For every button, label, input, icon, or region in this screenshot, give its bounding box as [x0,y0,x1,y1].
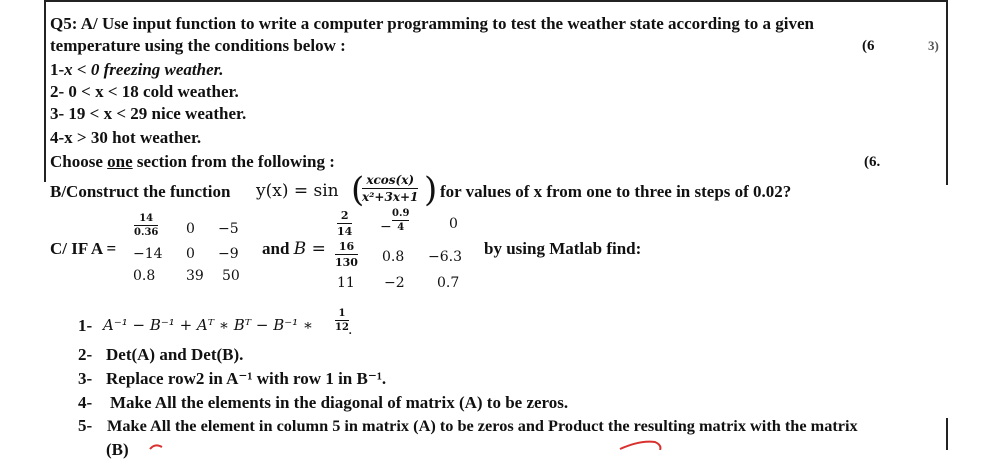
task-2-text: Det(A) and Det(B). [106,345,244,364]
task-5-number: 5- [78,416,93,435]
condition-3: 3- 19 < x < 29 nice weather. [50,104,247,123]
task-4-number: 4- [78,393,93,412]
c-and-b: and B = [262,239,326,259]
q5-line2: temperature using the conditions below : [50,36,346,55]
matrix-b-r2c2: 0.8 [382,249,405,265]
matrix-b-r1c3: 0 [449,216,458,232]
task-5-text: Make All the element in column 5 in matrix (A) to be zeros and Product the resulting matrix with the matrix [107,416,858,435]
task-1-number: 1- [78,316,93,335]
matrix-b-r2c1: 16 130 [335,240,358,269]
condition-2: 2- 0 < x < 18 cold weather. [50,82,239,101]
task-2-number: 2- [78,345,93,364]
b-paren-open: ( [351,170,365,210]
b-fraction: xcos(x) x²+3x+1 [362,173,419,204]
marks-b: (6. [864,154,881,170]
condition-4: 4-x > 30 hot weather. [50,128,202,147]
matrix-a-r1c2: 0 [186,221,195,237]
matrix-a-r2c3: −9 [218,246,239,262]
task-4-text: Make All the elements in the diagonal of matrix (A) to be zeros. [110,393,569,412]
matrix-b-r3c1: 11 [337,275,355,291]
matrix-b-r2c3: −6.3 [428,249,462,265]
matrix-a-r3c1: 0.8 [133,268,156,284]
task-1-dot: . [348,322,353,338]
matrix-a-r2c2: 0 [186,246,195,262]
c-suffix: by using Matlab find: [484,239,642,258]
b-paren-close: ) [424,170,438,210]
b-func: y(x) = sin [256,181,339,201]
condition-1: 1-x < 0 freezing weather. [50,60,224,79]
choose-line: Choose one section from the following : [50,152,335,171]
q5-line1: Q5: A/ Use input function to write a computer programming to test the weather state according to a given [50,14,814,33]
matrix-a-r1c1: 14 0.36 [134,213,159,238]
c-prefix: C/ IF A = [50,239,117,258]
matrix-b-r3c3: 0.7 [437,275,460,291]
b-prefix: B/Construct the function [50,182,231,201]
matrix-b-r1c2: 0.9 4 [392,208,410,233]
matrix-a-r3c2: 39 [186,268,204,284]
matrix-b-r1c1: 2 14 [337,209,353,238]
task-1-expression: A⁻¹ − B⁻¹ + Aᵀ ∗ Bᵀ − B⁻¹ ∗ [103,316,314,334]
b-suffix: for values of x from one to three in steps of 0.02? [440,182,792,201]
marks-a: (6 [862,38,875,54]
task-5-continuation: (B) [106,440,129,459]
matrix-a-r3c3: 50 [222,268,240,284]
marks-a2: 3) [928,38,939,53]
task-1-fraction: 1 12 [335,308,349,333]
matrix-b-r3c2: −2 [384,275,405,291]
matrix-a-r2c1: −14 [133,246,163,262]
matrix-a-r1c3: −5 [218,221,239,237]
matrix-b-r1c2-sign: − [380,219,392,235]
task-3-number: 3- [78,369,93,388]
task-3-text: Replace row2 in A⁻¹ with row 1 in B⁻¹. [106,369,387,388]
